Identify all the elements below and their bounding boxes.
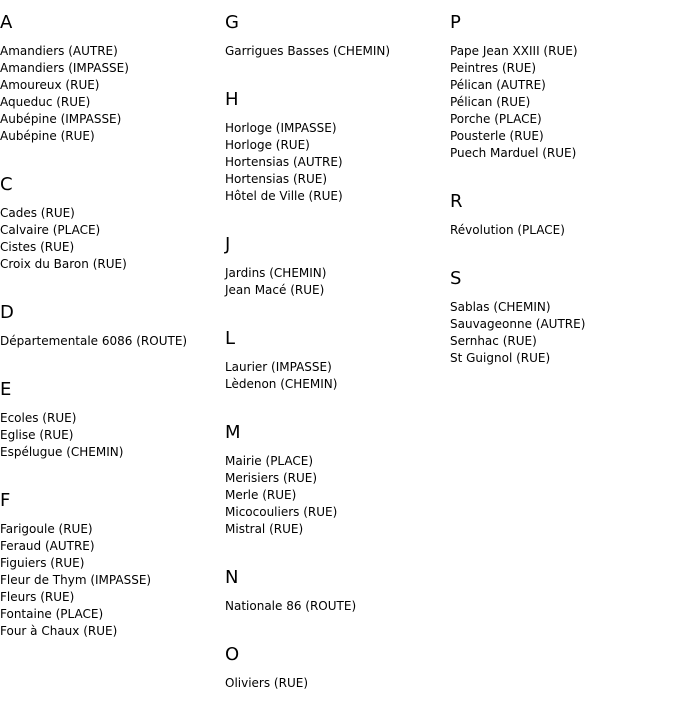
letter-heading: S (450, 268, 462, 289)
letter-heading: G (225, 12, 239, 33)
letter-section (0, 290, 225, 350)
street-list (225, 43, 450, 60)
street-item: Pape Jean XXIII (RUE) (450, 44, 578, 58)
street-list (0, 333, 225, 350)
street-item: Puech Marduel (RUE) (450, 146, 577, 160)
street-item: Horloge (IMPASSE) (225, 121, 337, 135)
street-item: Sernhac (RUE) (450, 334, 537, 348)
street-item: Porche (PLACE) (450, 112, 542, 126)
street-item: Fleur de Thym (IMPASSE) (0, 573, 152, 587)
letter-section (450, 256, 675, 367)
street-item: Cistes (RUE) (0, 240, 75, 254)
street-list (0, 410, 225, 461)
letter-heading: M (225, 422, 241, 443)
letter-heading: P (450, 12, 461, 33)
street-item: Amandiers (IMPASSE) (0, 61, 129, 75)
street-item: Horloge (RUE) (225, 138, 310, 152)
street-item: Figuiers (RUE) (0, 556, 85, 570)
street-item: Mistral (RUE) (225, 522, 304, 536)
street-item: Oliviers (RUE) (225, 676, 308, 690)
street-item: Four à Chaux (RUE) (0, 624, 118, 638)
street-item: Révolution (PLACE) (450, 223, 565, 237)
street-item: Aqueduc (RUE) (0, 95, 91, 109)
street-item: Espélugue (CHEMIN) (0, 445, 124, 459)
street-item: Laurier (IMPASSE) (225, 360, 332, 374)
index-column-2 (225, 0, 450, 709)
street-list (225, 598, 450, 615)
street-item: Garrigues Basses (CHEMIN) (225, 44, 391, 58)
street-item: Nationale 86 (ROUTE) (225, 599, 357, 613)
letter-section (225, 555, 450, 615)
letter-heading: H (225, 89, 239, 110)
letter-section (450, 0, 675, 162)
letter-heading: E (0, 379, 12, 400)
street-item: Farigoule (RUE) (0, 522, 93, 536)
letter-section (225, 316, 450, 393)
street-item: Jardins (CHEMIN) (225, 266, 327, 280)
letter-section (225, 0, 450, 60)
letter-heading: O (225, 644, 240, 665)
street-list (225, 120, 450, 205)
street-item: Pousterle (RUE) (450, 129, 544, 143)
street-item: Amandiers (AUTRE) (0, 44, 118, 58)
street-item: Cades (RUE) (0, 206, 75, 220)
letter-section (0, 162, 225, 273)
street-list (225, 453, 450, 538)
letter-section (225, 222, 450, 299)
street-item: Lèdenon (CHEMIN) (225, 377, 338, 391)
street-item: Mairie (PLACE) (225, 454, 314, 468)
street-list (0, 521, 225, 640)
street-list (0, 205, 225, 273)
letter-heading: C (0, 174, 13, 195)
letter-heading: N (225, 567, 239, 588)
street-item: Aubépine (IMPASSE) (0, 112, 122, 126)
street-list (450, 222, 675, 239)
street-list (450, 299, 675, 367)
street-item: St Guignol (RUE) (450, 351, 551, 365)
street-item: Fleurs (RUE) (0, 590, 75, 604)
street-item: Feraud (AUTRE) (0, 539, 95, 553)
street-item: Pélican (AUTRE) (450, 78, 546, 92)
letter-section (0, 478, 225, 640)
letter-section (225, 77, 450, 205)
street-item: Aubépine (RUE) (0, 129, 95, 143)
street-item: Jean Macé (RUE) (225, 283, 325, 297)
street-item: Peintres (RUE) (450, 61, 537, 75)
street-item: Départementale 6086 (ROUTE) (0, 334, 188, 348)
letter-section (450, 179, 675, 239)
street-item: Calvaire (PLACE) (0, 223, 101, 237)
letter-heading: R (450, 191, 463, 212)
street-list (0, 43, 225, 145)
street-item: Pélican (RUE) (450, 95, 531, 109)
letter-section (0, 367, 225, 461)
street-list (225, 265, 450, 299)
letter-section (225, 632, 450, 692)
index-column-1 (0, 0, 225, 657)
street-item: Hortensias (RUE) (225, 172, 328, 186)
street-list (450, 43, 675, 162)
street-item: Fontaine (PLACE) (0, 607, 104, 621)
index-column-3 (450, 0, 675, 384)
street-list (225, 359, 450, 393)
street-item: Sablas (CHEMIN) (450, 300, 551, 314)
street-item: Croix du Baron (RUE) (0, 257, 127, 271)
street-item: Merisiers (RUE) (225, 471, 318, 485)
street-item: Amoureux (RUE) (0, 78, 100, 92)
letter-heading: L (225, 328, 236, 349)
street-item: Hortensias (AUTRE) (225, 155, 343, 169)
letter-section (225, 410, 450, 538)
letter-heading: J (225, 234, 231, 255)
street-item: Merle (RUE) (225, 488, 297, 502)
street-item: Eglise (RUE) (0, 428, 74, 442)
letter-heading: F (0, 490, 11, 511)
letter-section (0, 0, 225, 145)
street-item: Ecoles (RUE) (0, 411, 77, 425)
letter-heading: A (0, 12, 13, 33)
letter-heading: D (0, 302, 14, 323)
street-item: Sauvageonne (AUTRE) (450, 317, 586, 331)
street-list (225, 675, 450, 692)
street-item: Micocouliers (RUE) (225, 505, 338, 519)
street-item: Hôtel de Ville (RUE) (225, 189, 343, 203)
